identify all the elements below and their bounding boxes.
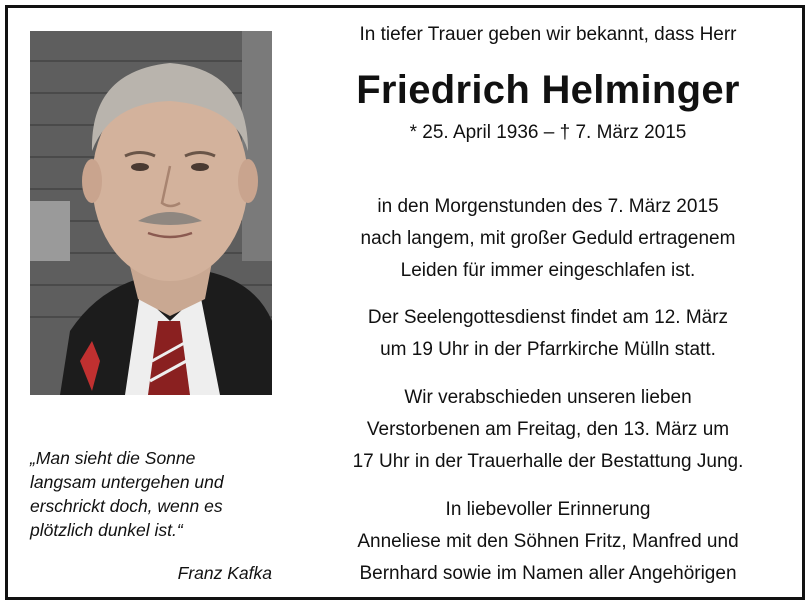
obituary-frame — [5, 5, 805, 600]
text-line: 17 Uhr in der Trauerhalle der Bestattung Jung. — [352, 451, 744, 472]
portrait-photo — [30, 31, 272, 395]
text-line: Verstorbenen am Freitag, den 13. März um — [366, 419, 730, 440]
announcement-intro: In tiefer Trauer geben wir bekannt, dass Herr — [359, 24, 737, 45]
text-line: nach langem, mit großer Geduld ertragenem — [360, 228, 736, 249]
quote-line: erschrickt doch, wenn es — [30, 496, 223, 516]
quote-author: Franz Kafka — [177, 563, 272, 583]
deceased-name: Friedrich Helminger — [356, 68, 740, 112]
signature-paragraph — [298, 494, 798, 590]
text-line: In liebevoller Erinnerung — [445, 499, 651, 520]
quote-line: „Man sieht die Sonne — [30, 448, 196, 468]
text-line: Leiden für immer eingeschlafen ist. — [400, 260, 696, 281]
quote-line: langsam untergehen und — [30, 472, 224, 492]
text-line: in den Morgenstunden des 7. März 2015 — [377, 196, 719, 217]
text-line: Wir verabschieden unseren lieben — [404, 387, 692, 408]
text-line: um 19 Uhr in der Pfarrkirche Mülln statt. — [380, 339, 716, 360]
quote-line: plötzlich dunkel ist.“ — [30, 520, 183, 540]
passing-paragraph — [298, 191, 798, 287]
text-line: Bernhard sowie im Namen aller Angehörigen — [359, 563, 737, 584]
life-dates: * 25. April 1936 – † 7. März 2015 — [409, 122, 687, 143]
kafka-quote — [30, 446, 280, 542]
text-line: Anneliese mit den Söhnen Fritz, Manfred und — [357, 531, 739, 552]
mass-paragraph — [298, 302, 798, 366]
text-line: Der Seelengottesdienst findet am 12. März — [367, 307, 729, 328]
farewell-paragraph — [298, 382, 798, 478]
